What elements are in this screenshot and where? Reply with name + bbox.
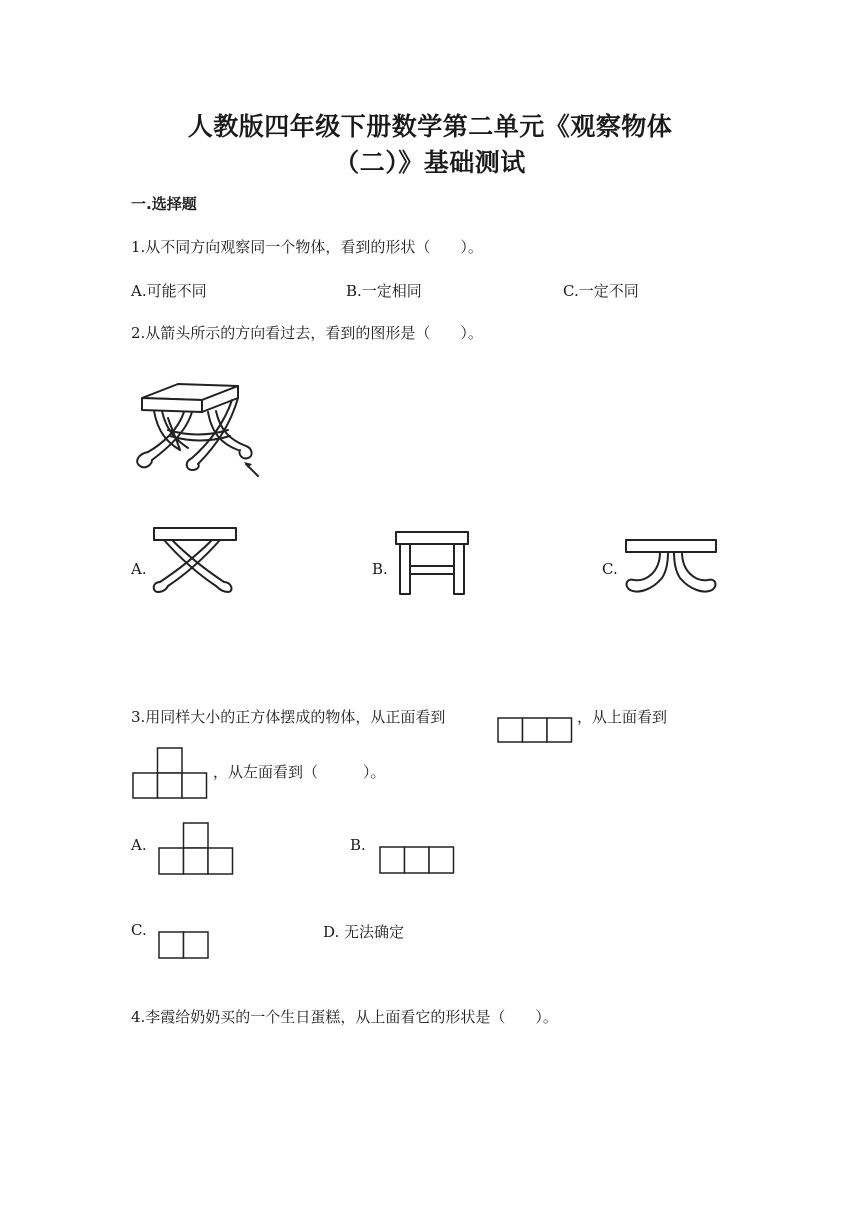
q1-option-b[interactable]: B.一定相同 xyxy=(346,282,422,300)
q3-option-c-label[interactable]: C. xyxy=(131,921,147,939)
question-3-text-part2: ，从上面看到 xyxy=(577,708,668,726)
q1-option-c[interactable]: C.一定不同 xyxy=(563,282,639,300)
question-1-text: 1.从不同方向观察同一个物体，看到的形状（ ）。 xyxy=(131,238,483,256)
question-3-text-part1: 3.用同样大小的正方体摆成的物体，从正面看到 xyxy=(131,708,446,726)
page-title-line2: （二）》基础测试 xyxy=(334,148,526,177)
question-3-text-part3: ，从左面看到（ ）。 xyxy=(213,763,386,781)
question-4-text: 4.李霞给奶奶买的一个生日蛋糕，从上面看它的形状是（ ）。 xyxy=(131,1008,558,1026)
q3-option-a-figure[interactable] xyxy=(158,822,234,876)
q1-option-a[interactable]: A.可能不同 xyxy=(131,282,207,300)
q2-option-b-figure[interactable] xyxy=(394,530,470,596)
q3-option-a-label[interactable]: A. xyxy=(131,836,147,854)
stool-illustration xyxy=(128,378,268,478)
q3-option-b-figure[interactable] xyxy=(379,846,455,874)
q2-option-b-label[interactable]: B. xyxy=(372,560,388,578)
q3-option-d[interactable]: D. 无法确定 xyxy=(323,923,405,941)
q2-option-a-label[interactable]: A. xyxy=(131,560,147,578)
q2-option-a-figure[interactable] xyxy=(150,524,240,598)
q3-option-c-figure[interactable] xyxy=(158,931,210,959)
page-title-line1: 人教版四年级下册数学第二单元《观察物体 xyxy=(187,112,673,141)
q2-option-c-label[interactable]: C. xyxy=(602,560,618,578)
q2-option-c-figure[interactable] xyxy=(622,536,720,598)
question-2-text: 2.从箭头所示的方向看过去，看到的图形是（ ）。 xyxy=(131,324,483,342)
q3-option-b-label[interactable]: B. xyxy=(350,836,366,854)
top-view-figure xyxy=(132,747,208,799)
front-view-figure xyxy=(497,717,573,743)
section-label: 一.选择题 xyxy=(131,195,197,213)
